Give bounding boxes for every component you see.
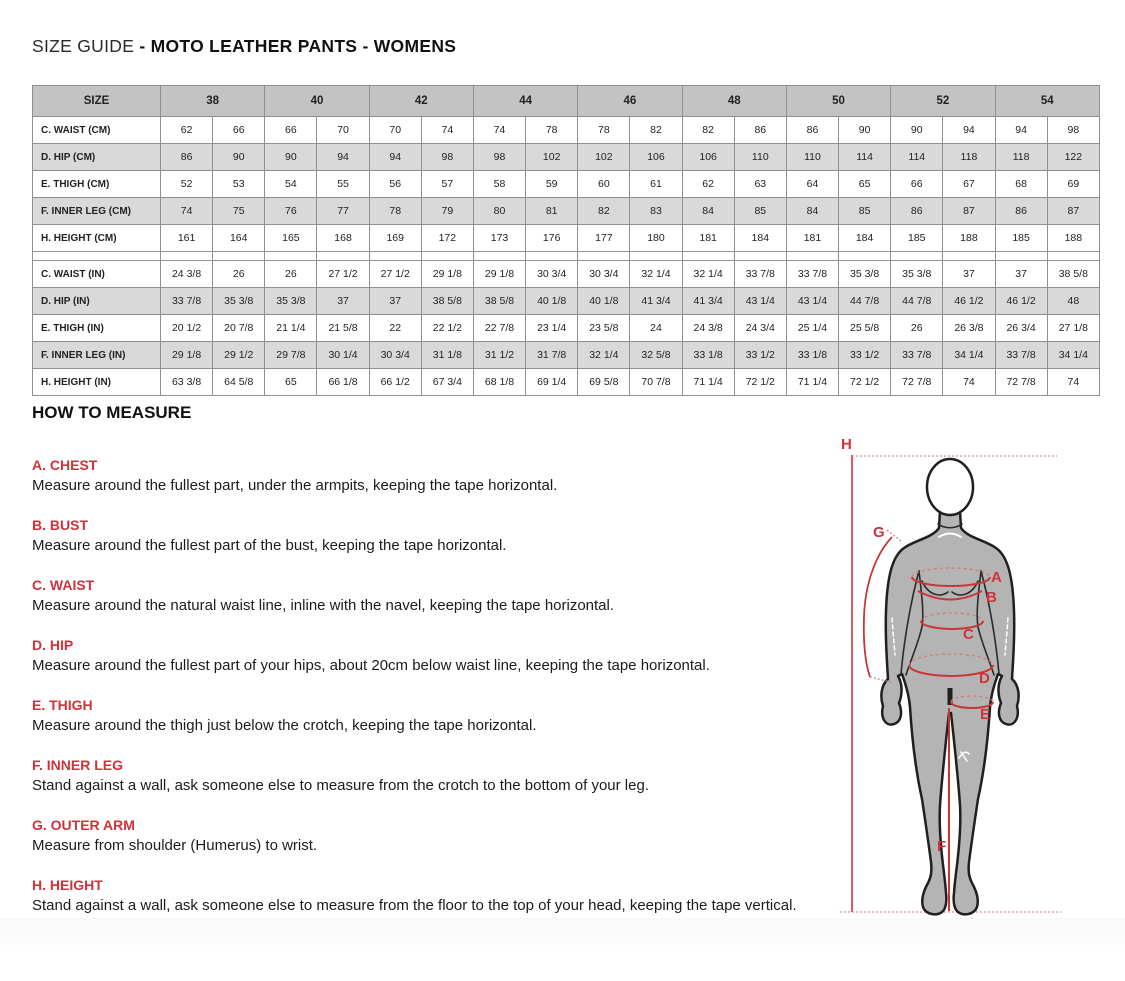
table-row [33, 261, 1100, 288]
size-value-cell: 69 1/4 [526, 369, 578, 396]
page-bottom-fade [0, 918, 1125, 952]
measure-item-label: E. THIGH [32, 697, 93, 713]
size-value-cell: 74 [1047, 369, 1099, 396]
size-value-cell: 81 [526, 198, 578, 225]
size-value-cell: 69 5/8 [578, 369, 630, 396]
size-value-cell: 164 [213, 225, 265, 252]
size-value-cell: 66 1/2 [369, 369, 421, 396]
size-value-cell: 85 [839, 198, 891, 225]
measure-item-bust [32, 516, 832, 557]
measure-item-label: B. BUST [32, 517, 88, 533]
size-value-cell: 122 [1047, 144, 1099, 171]
size-value-cell: 168 [317, 225, 369, 252]
size-value-cell: 94 [943, 117, 995, 144]
size-value-cell: 33 7/8 [891, 342, 943, 369]
size-value-cell: 177 [578, 225, 630, 252]
row-label: C. WAIST (IN) [33, 261, 161, 288]
size-value-cell: 86 [995, 198, 1047, 225]
size-value-cell: 69 [1047, 171, 1099, 198]
size-value-cell: 77 [317, 198, 369, 225]
size-value-cell: 33 1/2 [734, 342, 786, 369]
size-value-cell: 87 [1047, 198, 1099, 225]
size-value-cell: 35 3/8 [891, 261, 943, 288]
size-value-cell: 37 [943, 261, 995, 288]
row-label: E. THIGH (IN) [33, 315, 161, 342]
size-value-cell: 79 [421, 198, 473, 225]
size-value-cell: 102 [578, 144, 630, 171]
size-value-cell: 35 3/8 [213, 288, 265, 315]
size-value-cell: 180 [630, 225, 682, 252]
size-value-cell: 114 [891, 144, 943, 171]
size-value-cell: 25 5/8 [839, 315, 891, 342]
size-value-cell: 118 [943, 144, 995, 171]
size-value-cell: 71 1/4 [786, 369, 838, 396]
measure-item-label: F. INNER LEG [32, 757, 124, 773]
size-value-cell: 23 5/8 [578, 315, 630, 342]
size-value-cell: 184 [839, 225, 891, 252]
size-value-cell: 67 3/4 [421, 369, 473, 396]
size-column-header: 46 [578, 86, 682, 117]
size-value-cell: 161 [161, 225, 213, 252]
size-value-cell: 38 5/8 [1047, 261, 1099, 288]
size-value-cell: 35 3/8 [265, 288, 317, 315]
size-value-cell: 64 [786, 171, 838, 198]
size-value-cell: 83 [630, 198, 682, 225]
size-value-cell: 63 3/8 [161, 369, 213, 396]
size-table [32, 85, 1100, 396]
row-label: E. THIGH (CM) [33, 171, 161, 198]
page-title-product: - MOTO LEATHER PANTS - WOMENS [139, 36, 457, 56]
size-value-cell: 72 1/2 [734, 369, 786, 396]
measure-item-waist [32, 576, 832, 617]
measure-item-label: H. HEIGHT [32, 877, 103, 893]
measure-item-text: Measure from shoulder (Humerus) to wrist. [32, 837, 318, 854]
size-value-cell: 56 [369, 171, 421, 198]
size-value-cell: 74 [421, 117, 473, 144]
size-value-cell: 37 [317, 288, 369, 315]
size-value-cell: 188 [1047, 225, 1099, 252]
table-row [33, 342, 1100, 369]
label-g: G [873, 524, 885, 541]
measure-item-text: Measure around the fullest part, under the armpits, keeping the tape horizontal. [32, 477, 558, 494]
size-value-cell: 32 1/4 [630, 261, 682, 288]
size-value-cell: 29 7/8 [265, 342, 317, 369]
size-column-header: 40 [265, 86, 369, 117]
label-c: C [963, 626, 974, 643]
size-value-cell: 24 3/8 [682, 315, 734, 342]
size-value-cell: 41 3/4 [630, 288, 682, 315]
size-value-cell: 68 [995, 171, 1047, 198]
size-value-cell: 30 1/4 [317, 342, 369, 369]
size-value-cell: 65 [265, 369, 317, 396]
size-value-cell: 184 [734, 225, 786, 252]
size-value-cell: 74 [943, 369, 995, 396]
size-value-cell: 165 [265, 225, 317, 252]
table-row [33, 225, 1100, 252]
size-value-cell: 106 [682, 144, 734, 171]
size-value-cell: 31 7/8 [526, 342, 578, 369]
measure-item-thigh [32, 696, 832, 737]
size-value-cell: 78 [578, 117, 630, 144]
size-value-cell: 78 [369, 198, 421, 225]
size-value-cell: 29 1/8 [161, 342, 213, 369]
size-value-cell: 44 7/8 [891, 288, 943, 315]
size-value-cell: 21 1/4 [265, 315, 317, 342]
row-label: D. HIP (CM) [33, 144, 161, 171]
size-value-cell: 22 1/2 [421, 315, 473, 342]
measure-item-chest [32, 456, 832, 497]
size-value-cell: 172 [421, 225, 473, 252]
size-value-cell: 86 [734, 117, 786, 144]
size-value-cell: 94 [317, 144, 369, 171]
size-value-cell: 33 1/8 [682, 342, 734, 369]
size-value-cell: 29 1/2 [213, 342, 265, 369]
size-value-cell: 106 [630, 144, 682, 171]
table-row [33, 171, 1100, 198]
table-row [33, 144, 1100, 171]
size-value-cell: 20 7/8 [213, 315, 265, 342]
row-label: F. INNER LEG (CM) [33, 198, 161, 225]
size-value-cell: 40 1/8 [578, 288, 630, 315]
label-h: H [841, 436, 852, 453]
size-value-cell: 43 1/4 [734, 288, 786, 315]
size-value-cell: 41 3/4 [682, 288, 734, 315]
size-value-cell: 74 [473, 117, 525, 144]
size-value-cell: 27 1/8 [1047, 315, 1099, 342]
measure-item-outer-arm [32, 816, 832, 857]
measure-item-text: Stand against a wall, ask someone else to measure from the floor to the top of your head, keeping the tape vertical. [32, 897, 797, 914]
size-value-cell: 70 7/8 [630, 369, 682, 396]
size-value-cell: 87 [943, 198, 995, 225]
size-value-cell: 173 [473, 225, 525, 252]
size-value-cell: 30 3/4 [578, 261, 630, 288]
size-value-cell: 57 [421, 171, 473, 198]
size-value-cell: 72 1/2 [839, 369, 891, 396]
size-value-cell: 40 1/8 [526, 288, 578, 315]
size-value-cell: 27 1/2 [369, 261, 421, 288]
size-value-cell: 64 5/8 [213, 369, 265, 396]
measure-item-label: D. HIP [32, 637, 74, 653]
table-row [33, 288, 1100, 315]
size-value-cell: 98 [1047, 117, 1099, 144]
size-value-cell: 21 5/8 [317, 315, 369, 342]
measure-item-label: C. WAIST [32, 577, 95, 593]
table-row [33, 198, 1100, 225]
size-column-header: 38 [161, 86, 265, 117]
size-value-cell: 85 [734, 198, 786, 225]
size-column-header: 44 [473, 86, 577, 117]
label-f: F [937, 838, 947, 855]
how-to-measure-title: HOW TO MEASURE [32, 403, 192, 422]
size-value-cell: 32 5/8 [630, 342, 682, 369]
size-value-cell: 52 [161, 171, 213, 198]
size-value-cell: 38 5/8 [473, 288, 525, 315]
size-value-cell: 26 [265, 261, 317, 288]
table-row [33, 117, 1100, 144]
size-value-cell: 118 [995, 144, 1047, 171]
size-value-cell: 59 [526, 171, 578, 198]
size-column-header: 50 [786, 86, 890, 117]
size-value-cell: 60 [578, 171, 630, 198]
size-value-cell: 55 [317, 171, 369, 198]
size-value-cell: 33 7/8 [786, 261, 838, 288]
size-value-cell: 33 7/8 [734, 261, 786, 288]
size-value-cell: 46 1/2 [943, 288, 995, 315]
size-value-cell: 62 [682, 171, 734, 198]
size-value-cell: 26 3/4 [995, 315, 1047, 342]
label-a: A [991, 569, 1002, 586]
body-figure-svg [835, 425, 1065, 925]
measure-item-text: Measure around the fullest part of your hips, about 20cm below waist line, keeping the tape horizontal. [32, 657, 710, 674]
size-value-cell: 30 3/4 [526, 261, 578, 288]
size-value-cell: 94 [995, 117, 1047, 144]
size-value-cell: 35 3/8 [839, 261, 891, 288]
table-row [33, 369, 1100, 396]
size-value-cell: 98 [421, 144, 473, 171]
size-value-cell: 33 7/8 [161, 288, 213, 315]
measure-item-inner-leg [32, 756, 832, 797]
size-value-cell: 90 [891, 117, 943, 144]
measure-item-text: Measure around the thigh just below the crotch, keeping the tape horizontal. [32, 717, 537, 734]
size-value-cell: 48 [1047, 288, 1099, 315]
size-value-cell: 58 [473, 171, 525, 198]
size-value-cell: 114 [839, 144, 891, 171]
size-value-cell: 82 [630, 117, 682, 144]
size-value-cell: 185 [995, 225, 1047, 252]
measure-item-text: Stand against a wall, ask someone else to measure from the crotch to the bottom of your leg. [32, 777, 649, 794]
size-value-cell: 24 [630, 315, 682, 342]
size-value-cell: 86 [161, 144, 213, 171]
size-value-cell: 32 1/4 [682, 261, 734, 288]
size-value-cell: 22 7/8 [473, 315, 525, 342]
page-title-prefix: SIZE GUIDE [32, 36, 140, 56]
size-value-cell: 66 [891, 171, 943, 198]
size-value-cell: 20 1/2 [161, 315, 213, 342]
size-value-cell: 37 [995, 261, 1047, 288]
measure-item-text: Measure around the natural waist line, inline with the navel, keeping the tape horizontal. [32, 597, 615, 614]
size-value-cell: 33 1/8 [786, 342, 838, 369]
size-value-cell: 76 [265, 198, 317, 225]
size-value-cell: 82 [682, 117, 734, 144]
size-value-cell: 110 [786, 144, 838, 171]
size-value-cell: 32 1/4 [578, 342, 630, 369]
size-value-cell: 31 1/8 [421, 342, 473, 369]
size-value-cell: 98 [473, 144, 525, 171]
size-value-cell: 22 [369, 315, 421, 342]
size-value-cell: 25 1/4 [786, 315, 838, 342]
size-value-cell: 90 [839, 117, 891, 144]
size-value-cell: 66 1/8 [317, 369, 369, 396]
measure-item-height [32, 876, 832, 917]
size-value-cell: 84 [786, 198, 838, 225]
size-column-header: 52 [891, 86, 995, 117]
size-value-cell: 71 1/4 [682, 369, 734, 396]
size-value-cell: 86 [891, 198, 943, 225]
size-value-cell: 34 1/4 [1047, 342, 1099, 369]
size-value-cell: 72 7/8 [891, 369, 943, 396]
label-d: D [979, 670, 990, 687]
table-row [33, 315, 1100, 342]
size-value-cell: 176 [526, 225, 578, 252]
size-value-cell: 27 1/2 [317, 261, 369, 288]
size-column-header: 48 [682, 86, 786, 117]
size-value-cell: 53 [213, 171, 265, 198]
size-value-cell: 94 [369, 144, 421, 171]
size-value-cell: 90 [265, 144, 317, 171]
size-value-cell: 54 [265, 171, 317, 198]
size-table-corner: SIZE [33, 86, 161, 117]
size-value-cell: 181 [786, 225, 838, 252]
size-column-header: 54 [995, 86, 1100, 117]
size-value-cell: 30 3/4 [369, 342, 421, 369]
size-value-cell: 102 [526, 144, 578, 171]
page-title [32, 36, 456, 57]
size-value-cell: 31 1/2 [473, 342, 525, 369]
size-value-cell: 23 1/4 [526, 315, 578, 342]
size-value-cell: 78 [526, 117, 578, 144]
size-value-cell: 33 1/2 [839, 342, 891, 369]
size-value-cell: 66 [213, 117, 265, 144]
row-label: D. HIP (IN) [33, 288, 161, 315]
size-value-cell: 68 1/8 [473, 369, 525, 396]
size-value-cell: 26 3/8 [943, 315, 995, 342]
size-value-cell: 110 [734, 144, 786, 171]
size-value-cell: 34 1/4 [943, 342, 995, 369]
size-value-cell: 90 [213, 144, 265, 171]
size-value-cell: 84 [682, 198, 734, 225]
size-table-wrap [32, 85, 1100, 396]
size-value-cell: 26 [213, 261, 265, 288]
size-value-cell: 75 [213, 198, 265, 225]
how-to-measure-section [32, 402, 832, 936]
measurement-diagram [835, 425, 1065, 925]
measure-item-hip [32, 636, 832, 677]
size-value-cell: 72 7/8 [995, 369, 1047, 396]
measure-item-text: Measure around the fullest part of the bust, keeping the tape horizontal. [32, 537, 507, 554]
size-value-cell: 24 3/4 [734, 315, 786, 342]
size-value-cell: 169 [369, 225, 421, 252]
row-label: H. HEIGHT (IN) [33, 369, 161, 396]
size-value-cell: 86 [786, 117, 838, 144]
row-label: C. WAIST (CM) [33, 117, 161, 144]
size-value-cell: 37 [369, 288, 421, 315]
size-value-cell: 67 [943, 171, 995, 198]
size-column-header: 42 [369, 86, 473, 117]
size-value-cell: 65 [839, 171, 891, 198]
size-value-cell: 181 [682, 225, 734, 252]
size-value-cell: 74 [161, 198, 213, 225]
size-value-cell: 62 [161, 117, 213, 144]
size-value-cell: 80 [473, 198, 525, 225]
measure-item-label: A. CHEST [32, 457, 98, 473]
measure-item-label: G. OUTER ARM [32, 817, 135, 833]
size-value-cell: 70 [369, 117, 421, 144]
size-value-cell: 188 [943, 225, 995, 252]
label-b: B [986, 589, 997, 606]
size-value-cell: 29 1/8 [473, 261, 525, 288]
size-value-cell: 66 [265, 117, 317, 144]
row-label: H. HEIGHT (CM) [33, 225, 161, 252]
size-value-cell: 63 [734, 171, 786, 198]
size-value-cell: 33 7/8 [995, 342, 1047, 369]
size-value-cell: 29 1/8 [421, 261, 473, 288]
size-value-cell: 44 7/8 [839, 288, 891, 315]
size-value-cell: 46 1/2 [995, 288, 1047, 315]
size-value-cell: 26 [891, 315, 943, 342]
size-value-cell: 24 3/8 [161, 261, 213, 288]
size-value-cell: 82 [578, 198, 630, 225]
label-e: E [980, 706, 991, 723]
table-separator-row [33, 252, 1100, 261]
size-value-cell: 38 5/8 [421, 288, 473, 315]
size-value-cell: 61 [630, 171, 682, 198]
row-label: F. INNER LEG (IN) [33, 342, 161, 369]
head [927, 459, 973, 515]
size-value-cell: 70 [317, 117, 369, 144]
size-value-cell: 185 [891, 225, 943, 252]
size-value-cell: 43 1/4 [786, 288, 838, 315]
